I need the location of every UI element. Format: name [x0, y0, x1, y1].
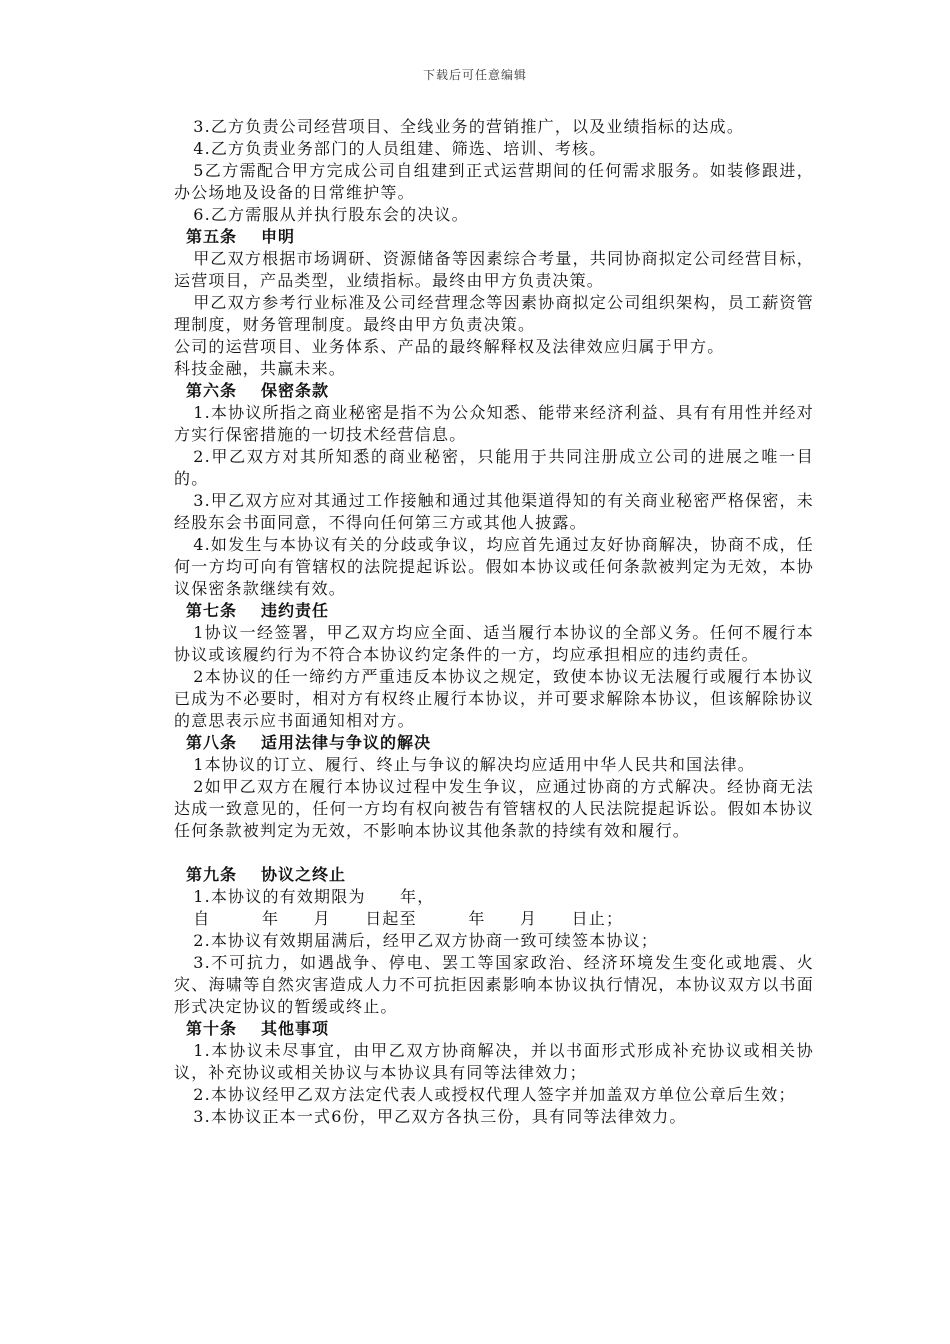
blank-line — [174, 842, 814, 864]
section-title: 申明 — [261, 227, 296, 246]
section-number: 第六条 — [186, 381, 238, 400]
page-header: 下载后可任意编辑 — [422, 68, 527, 82]
paragraph: 1.本协议的有效期限为 年， — [193, 887, 435, 906]
section-heading-10 — [174, 1018, 814, 1040]
paragraph: 2.本协议有效期届满后，经甲乙双方协商一致可续签本协议； — [193, 931, 659, 950]
section-title: 协议之终止 — [261, 865, 347, 884]
paragraph: 甲乙双方参考行业标准及公司经营理念等因素协商拟定公司组织架构，员工薪资管理制度，财务管理制度。最终由甲方负责决策。 — [174, 293, 814, 334]
section-heading-7 — [174, 600, 814, 622]
list-item: 6.乙方需服从并执行股东会的决议。 — [193, 205, 469, 224]
paragraph: 科技金融，共赢未来。 — [174, 359, 347, 378]
paragraph: 1.本协议未尽事宜，由甲乙双方协商解决，并以书面形式形成补充协议或相关协议，补充协议或相关协议与本协议具有同等法律效力； — [174, 1041, 814, 1082]
paragraph: 甲乙双方根据市场调研、资源储备等因素综合考量，共同协商拟定公司经营目标，运营项目，产品类型，业绩指标。最终由甲方负责决策。 — [174, 249, 814, 290]
section-title: 其他事项 — [261, 1019, 330, 1038]
paragraph: 4.如发生与本协议有关的分歧或争议，均应首先通过友好协商解决，协商不成，任何一方均可向有管辖权的法院提起诉讼。假如本协议或任何条款被判定为无效，本协议保密条款继续有效。 — [174, 535, 814, 598]
document-body — [174, 116, 814, 1128]
paragraph: 2如甲乙双方在履行本协议过程中发生争议，应通过协商的方式解决。经协商无法达成一致意见的，任何一方均有权向被告有管辖权的人民法院提起诉讼。假如本协议任何条款被判定为无效，不影响本协议其他条款的持续有效和履行。 — [174, 777, 814, 840]
section-title: 保密条款 — [261, 381, 330, 400]
list-item: 3.乙方负责公司经营项目、全线业务的营销推广，以及业绩指标的达成。 — [193, 117, 745, 136]
section-number: 第七条 — [186, 601, 238, 620]
paragraph: 2.本协议经甲乙双方法定代表人或授权代理人签字并加盖双方单位公章后生效； — [193, 1085, 796, 1104]
date-range-line: 自 年 月 日起至 年 月 日止； — [193, 909, 624, 928]
paragraph: 3.本协议正本一式6份，甲乙双方各执三份，具有同等法律效力。 — [193, 1107, 687, 1126]
section-heading-5 — [174, 226, 814, 248]
section-heading-8 — [174, 732, 814, 754]
section-number: 第八条 — [186, 733, 238, 752]
section-heading-6 — [174, 380, 814, 402]
paragraph: 公司的运营项目、业务体系、产品的最终解释权及法律效应归属于甲方。 — [174, 337, 725, 356]
section-number: 第十条 — [186, 1019, 238, 1038]
paragraph: 2本协议的任一缔约方严重违反本协议之规定，致使本协议无法履行或履行本协议已成为不必要时，相对方有权终止履行本协议，并可要求解除本协议，但该解除协议的意思表示应书面通知相对方。 — [174, 667, 814, 730]
paragraph: 3.不可抗力，如遇战争、停电、罢工等国家政治、经济环境发生变化或地震、火灾、海啸等自然灾害造成人力不可抗拒因素影响本协议执行情况，本协议双方以书面形式决定协议的暂缓或终止。 — [174, 953, 814, 1016]
section-title: 违约责任 — [261, 601, 330, 620]
paragraph: 1.本协议所指之商业秘密是指不为公众知悉、能带来经济利益、具有有用性并经对方实行保密措施的一切技术经营信息。 — [174, 403, 814, 444]
section-title: 适用法律与争议的解决 — [261, 733, 432, 752]
list-item: 4.乙方负责业务部门的人员组建、筛选、培训、考核。 — [193, 139, 607, 158]
section-number: 第九条 — [186, 865, 238, 884]
paragraph: 3.甲乙双方应对其通过工作接触和通过其他渠道得知的有关商业秘密严格保密，未经股东会书面同意，不得向任何第三方或其他人披露。 — [174, 491, 814, 532]
paragraph: 1本协议的订立、履行、终止与争议的解决均应适用中华人民共和国法律。 — [193, 755, 755, 774]
paragraph: 2.甲乙双方对其所知悉的商业秘密，只能用于共同注册成立公司的进展之唯一目的。 — [174, 447, 814, 488]
section-number: 第五条 — [186, 227, 238, 246]
paragraph: 1协议一经签署，甲乙双方均应全面、适当履行本协议的全部义务。任何不履行本协议或该履约行为不符合本协议约定条件的一方，均应承担相应的违约责任。 — [174, 623, 814, 664]
list-item: 5乙方需配合甲方完成公司自组建到正式运营期间的任何需求服务。如装修跟进，办公场地及设备的日常维护等。 — [174, 161, 814, 202]
section-heading-9 — [174, 864, 814, 886]
